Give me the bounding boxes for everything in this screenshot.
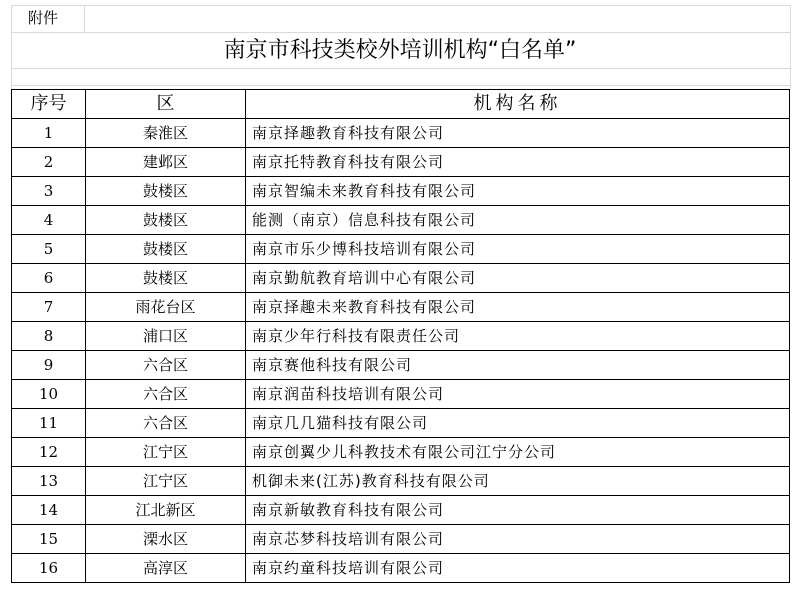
district-cell: 六合区: [86, 351, 246, 380]
organization-cell: 南京择趣未来教育科技有限公司: [246, 293, 790, 322]
table-row: [12, 293, 790, 322]
gridline: [84, 5, 85, 32]
district-cell: 江宁区: [86, 467, 246, 496]
gridline: [11, 68, 790, 69]
district-cell: 江北新区: [86, 496, 246, 525]
table-row: [12, 467, 790, 496]
organization-cell: 南京智编未来教育科技有限公司: [246, 177, 790, 206]
attachment-label: 附件: [28, 9, 59, 27]
district-cell: 鼓楼区: [86, 264, 246, 293]
gridline: [11, 85, 790, 86]
row-number-cell: 5: [12, 235, 86, 264]
table-row: [12, 322, 790, 351]
district-cell: 秦淮区: [86, 119, 246, 148]
table-body: [12, 119, 790, 583]
district-cell: 浦口区: [86, 322, 246, 351]
row-number-cell: 4: [12, 206, 86, 235]
table-row: [12, 177, 790, 206]
table-row: [12, 235, 790, 264]
row-number-cell: 7: [12, 293, 86, 322]
row-number-cell: 6: [12, 264, 86, 293]
organization-cell: 能测（南京）信息科技有限公司: [246, 206, 790, 235]
gridline: [11, 5, 790, 6]
table-row: [12, 351, 790, 380]
organization-cell: 南京新敏教育科技有限公司: [246, 496, 790, 525]
district-cell: 溧水区: [86, 525, 246, 554]
organization-cell: 机御未来(江苏)教育科技有限公司: [246, 467, 790, 496]
table-row: [12, 119, 790, 148]
row-number-cell: 11: [12, 409, 86, 438]
whitelist-table: [11, 89, 790, 583]
page-title: 南京市科技类校外培训机构“白名单”: [223, 38, 577, 63]
row-number-cell: 14: [12, 496, 86, 525]
district-cell: 六合区: [86, 409, 246, 438]
organization-cell: 南京少年行科技有限责任公司: [246, 322, 790, 351]
table-row: [12, 264, 790, 293]
table-row: [12, 206, 790, 235]
district-cell: 雨花台区: [86, 293, 246, 322]
gridline: [11, 32, 790, 33]
table-row: [12, 525, 790, 554]
district-cell: 六合区: [86, 380, 246, 409]
district-cell: 鼓楼区: [86, 206, 246, 235]
row-number-cell: 1: [12, 119, 86, 148]
row-number-cell: 13: [12, 467, 86, 496]
row-number-cell: 12: [12, 438, 86, 467]
table-row: [12, 380, 790, 409]
row-number-cell: 15: [12, 525, 86, 554]
organization-cell: 南京创翼少儿科教技术有限公司江宁分公司: [246, 438, 790, 467]
column-header-district: 区: [86, 90, 246, 119]
district-cell: 鼓楼区: [86, 235, 246, 264]
organization-cell: 南京几几猫科技有限公司: [246, 409, 790, 438]
row-number-cell: 2: [12, 148, 86, 177]
organization-cell: 南京择趣教育科技有限公司: [246, 119, 790, 148]
district-cell: 江宁区: [86, 438, 246, 467]
table-row: [12, 148, 790, 177]
table-row: [12, 496, 790, 525]
organization-cell: 南京约童科技培训有限公司: [246, 554, 790, 583]
row-number-cell: 10: [12, 380, 86, 409]
table-row: [12, 409, 790, 438]
district-cell: 高淳区: [86, 554, 246, 583]
organization-cell: 南京润苗科技培训有限公司: [246, 380, 790, 409]
row-number-cell: 3: [12, 177, 86, 206]
organization-cell: 南京勤航教育培训中心有限公司: [246, 264, 790, 293]
row-number-cell: 8: [12, 322, 86, 351]
organization-cell: 南京托特教育科技有限公司: [246, 148, 790, 177]
organization-cell: 南京芯梦科技培训有限公司: [246, 525, 790, 554]
row-number-cell: 16: [12, 554, 86, 583]
table-header-row: [12, 90, 790, 119]
organization-cell: 南京市乐少博科技培训有限公司: [246, 235, 790, 264]
organization-cell: 南京赛他科技有限公司: [246, 351, 790, 380]
table-row: [12, 438, 790, 467]
column-header-number: 序号: [12, 90, 86, 119]
district-cell: 鼓楼区: [86, 177, 246, 206]
column-header-organization: 机构名称: [246, 90, 790, 119]
row-number-cell: 9: [12, 351, 86, 380]
table-row: [12, 554, 790, 583]
district-cell: 建邺区: [86, 148, 246, 177]
